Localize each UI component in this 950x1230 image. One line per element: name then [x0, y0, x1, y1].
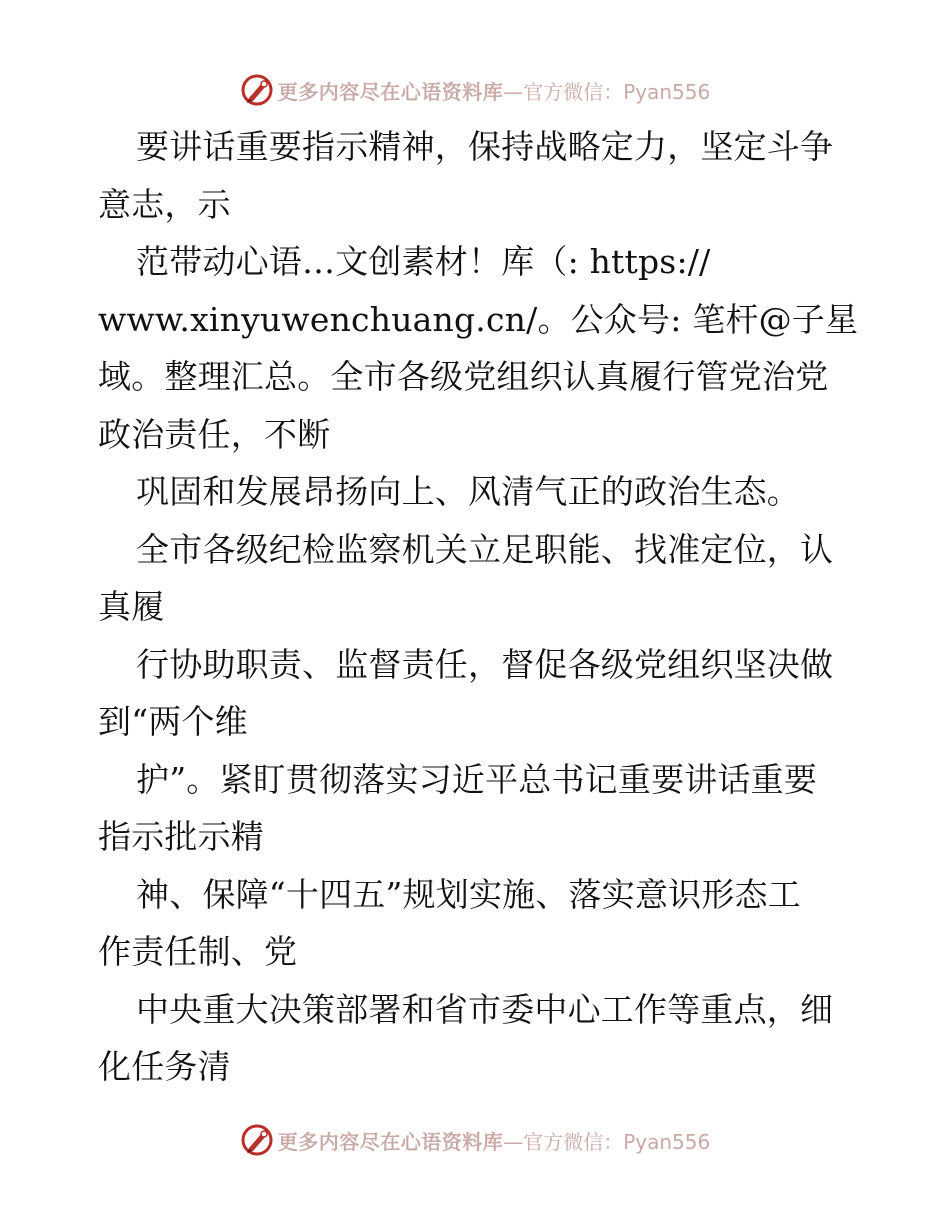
body-line: 护”。紧盯贯彻落实习近平总书记重要讲话重要: [136, 759, 818, 799]
header-banner-suffix: —官方微信：Pyan556: [503, 79, 711, 104]
body-line: 真履: [98, 587, 165, 626]
header-banner-text: 更多内容尽在心语资料库: [277, 79, 504, 104]
pen-logo-icon: [240, 73, 274, 107]
body-line: 神、保障“十四五”规划实施、落实意识形态工: [136, 874, 801, 914]
body-line: 指示批示精: [98, 817, 264, 856]
body-line: 域。整理汇总。全市各级党组织认真履行管党治党: [98, 357, 829, 396]
body-line: 范带动心语…文创素材！库（: https://: [136, 242, 711, 281]
header-banner: [0, 70, 950, 110]
document-body: [98, 118, 858, 1096]
body-line: 全市各级纪检监察机关立足职能、找准定位，认: [136, 529, 834, 569]
body-line: 巩固和发展昂扬向上、风清气正的政治生态。: [136, 472, 800, 511]
body-line: 行协助职责、监督责任，督促各级党组织坚决做: [136, 644, 834, 684]
body-line: 到“两个维: [98, 702, 248, 741]
body-line: www.xinyuwenchuang.cn/。公众号: 笔杆@子星: [98, 299, 859, 339]
body-line: 要讲话重要指示精神，保持战略定力，坚定斗争: [136, 127, 834, 166]
body-line: 作责任制、党: [98, 932, 298, 971]
footer-banner-suffix: —官方微信：Pyan556: [503, 1129, 711, 1154]
body-line: 化任务清: [98, 1047, 231, 1086]
pen-logo-icon: [240, 1123, 274, 1157]
footer-banner: [0, 1120, 950, 1160]
body-line: 政治责任，不断: [98, 414, 331, 454]
body-line: 中央重大决策部署和省市委中心工作等重点，细: [136, 989, 834, 1029]
footer-banner-text: 更多内容尽在心语资料库: [277, 1129, 504, 1154]
body-line: 意志，示: [98, 184, 231, 224]
